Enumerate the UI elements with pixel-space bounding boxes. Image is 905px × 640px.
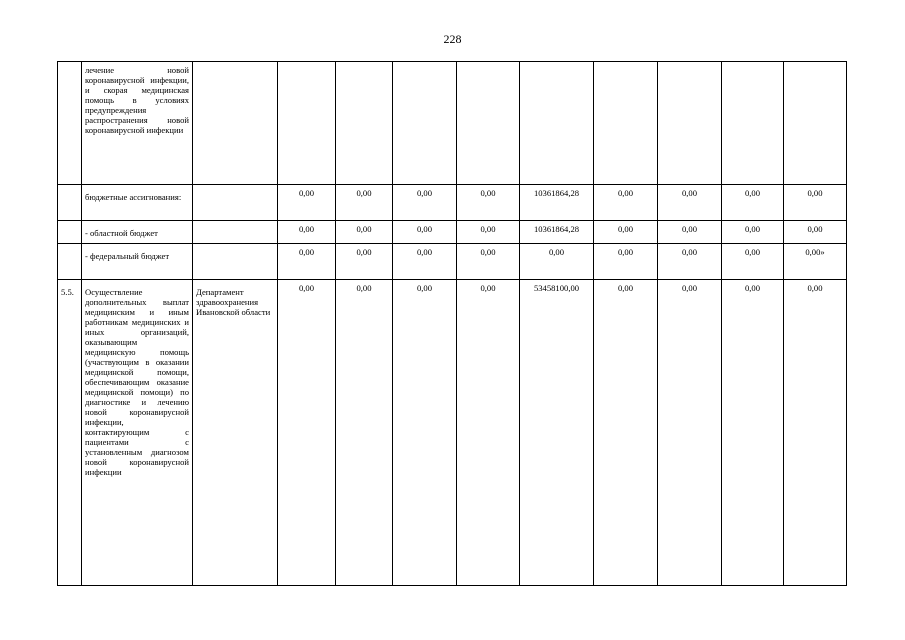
- row-description: - федеральный бюджет: [82, 244, 193, 280]
- value-cell: 0,00: [722, 244, 784, 280]
- value-cell: 0,00: [278, 221, 336, 244]
- row-description: Осуществление дополнительных выплат медицинским и иным работникам медицинских и иных организаций, оказывающим медицинскую помощь (участвующим в оказании медицинской помощи, обеспечивающим оказание медицинской помощи) по диагностике и лечению новой коронавирусной инфекции, контактирующим с пациентами с установленным диагнозом новой коронавирусной инфекции: [82, 280, 193, 586]
- value-cell: 0,00: [336, 221, 393, 244]
- value-cell: 0,00: [722, 280, 784, 586]
- value-cell: [520, 62, 594, 185]
- value-cell: 0,00: [393, 244, 457, 280]
- value-cell: 0,00: [658, 185, 722, 221]
- value-cell: 0,00: [278, 280, 336, 586]
- value-cell: 0,00: [393, 280, 457, 586]
- row-executor: Департамент здравоохранения Ивановской области: [193, 280, 278, 586]
- value-cell: 0,00: [594, 244, 658, 280]
- row-description: - областной бюджет: [82, 221, 193, 244]
- value-cell: [278, 62, 336, 185]
- value-cell: [336, 62, 393, 185]
- value-cell: 53458100,00: [520, 280, 594, 586]
- page-number: 228: [443, 32, 462, 46]
- value-cell: [594, 62, 658, 185]
- row-index: 5.5.: [58, 280, 82, 586]
- value-cell: 0,00: [658, 280, 722, 586]
- row-executor: [193, 62, 278, 185]
- table-row: [58, 280, 847, 586]
- table-row: [58, 185, 847, 221]
- value-cell: 0,00: [722, 221, 784, 244]
- table-row: [58, 244, 847, 280]
- value-cell: 0,00: [658, 221, 722, 244]
- value-cell: 0,00: [278, 244, 336, 280]
- row-executor: [193, 185, 278, 221]
- value-cell: 0,00: [278, 185, 336, 221]
- row-index: [58, 244, 82, 280]
- value-cell: 0,00: [594, 280, 658, 586]
- value-cell: 0,00: [457, 244, 520, 280]
- value-cell: 0,00: [336, 244, 393, 280]
- value-cell: [457, 62, 520, 185]
- value-cell: [722, 62, 784, 185]
- value-cell: [784, 62, 847, 185]
- value-cell: 0,00: [457, 185, 520, 221]
- value-cell: 0,00»: [784, 244, 847, 280]
- value-cell: 0,00: [784, 185, 847, 221]
- value-cell: 0,00: [784, 221, 847, 244]
- value-cell: 0,00: [520, 244, 594, 280]
- value-cell: [658, 62, 722, 185]
- value-cell: 0,00: [722, 185, 784, 221]
- value-cell: 10361864,28: [520, 185, 594, 221]
- row-executor: [193, 244, 278, 280]
- value-cell: 0,00: [658, 244, 722, 280]
- table-row: [58, 221, 847, 244]
- value-cell: 0,00: [336, 185, 393, 221]
- value-cell: 0,00: [336, 280, 393, 586]
- budget-table: [57, 61, 847, 586]
- value-cell: 0,00: [594, 185, 658, 221]
- row-executor: [193, 221, 278, 244]
- value-cell: 0,00: [594, 221, 658, 244]
- value-cell: 0,00: [784, 280, 847, 586]
- value-cell: 10361864,28: [520, 221, 594, 244]
- row-index: [58, 185, 82, 221]
- row-description: бюджетные ассигнования:: [82, 185, 193, 221]
- value-cell: 0,00: [393, 221, 457, 244]
- value-cell: 0,00: [393, 185, 457, 221]
- row-index: [58, 221, 82, 244]
- row-description: лечение новой коронавирусной инфекции, и скорая медицинская помощь в условиях предупреждения распространения новой коронавирусной инфекции: [82, 62, 193, 185]
- value-cell: [393, 62, 457, 185]
- value-cell: 0,00: [457, 280, 520, 586]
- row-index: [58, 62, 82, 185]
- table-row: [58, 62, 847, 185]
- value-cell: 0,00: [457, 221, 520, 244]
